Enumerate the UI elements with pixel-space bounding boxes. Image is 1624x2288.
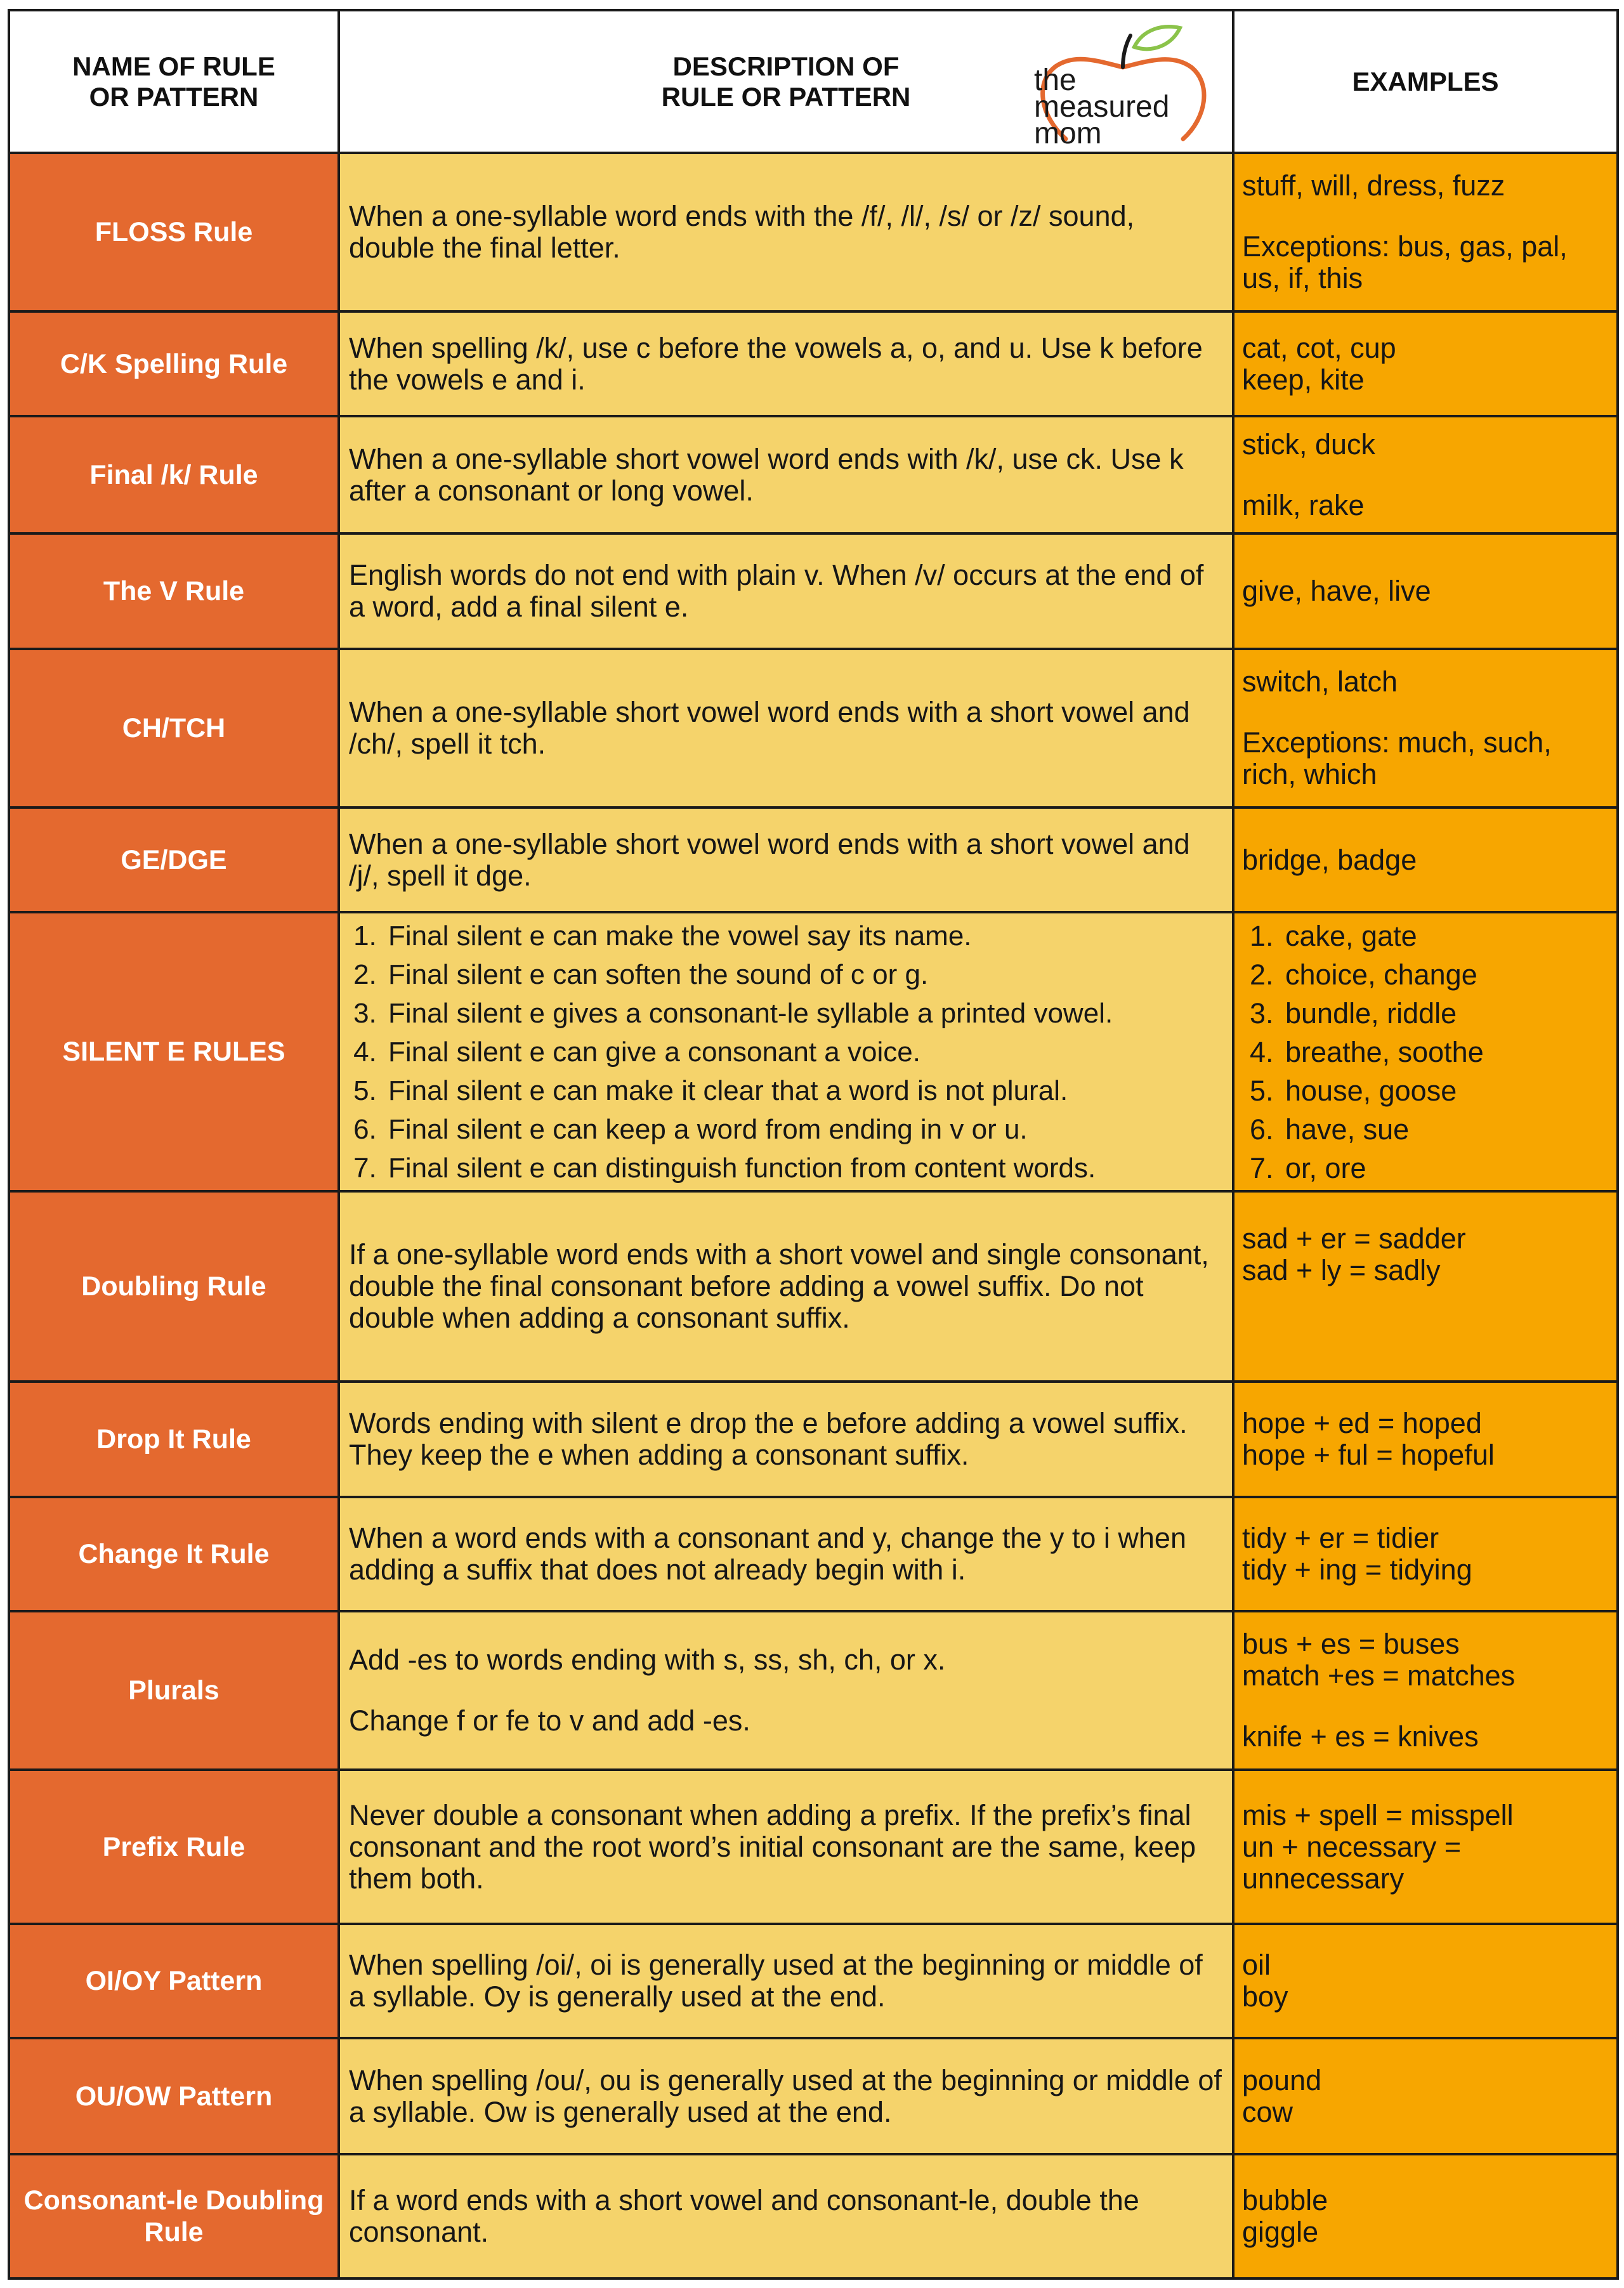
rule-name: OU/OW Pattern	[9, 2038, 339, 2154]
table-row	[9, 807, 1618, 912]
rules-chart	[8, 9, 1616, 2278]
rule-examples: oil boy	[1233, 1924, 1618, 2038]
rule-description: English words do not end with plain v. When /v/ occurs at the end of a word, add a final silent e.	[339, 533, 1233, 649]
table-row	[9, 649, 1618, 807]
table-row	[9, 416, 1618, 533]
rule-name: Final /k/ Rule	[9, 416, 339, 533]
rule-examples: sad + er = sadder sad + ly = sadly	[1233, 1191, 1618, 1382]
rule-examples: bus + es = buses match +es = matches knife + es = knives	[1233, 1611, 1618, 1770]
table-row	[9, 2154, 1618, 2278]
header-name-of-rule: NAME OF RULE OR PATTERN	[9, 10, 339, 153]
rule-description: If a one-syllable word ends with a short vowel and single consonant, double the final consonant before adding a vowel suffix. Do not double when adding a consonant suffix.	[339, 1191, 1233, 1382]
spelling-rules-table	[8, 9, 1619, 2280]
rule-description: Words ending with silent e drop the e before adding a vowel suffix. They keep the e when adding a consonant suffix.	[339, 1382, 1233, 1497]
rule-description: When a one-syllable short vowel word ends with /k/, use ck. Use k after a consonant or long vowel.	[339, 416, 1233, 533]
list-item: 1. cake, gate	[1281, 917, 1609, 955]
rule-description: Never double a consonant when adding a prefix. If the prefix’s final consonant and the root word’s initial consonant are the same, keep them both.	[339, 1770, 1233, 1924]
rule-name: OI/OY Pattern	[9, 1924, 339, 2038]
list-item: 2. Final silent e can soften the sound of c or g.	[384, 955, 1223, 994]
rule-name: Doubling Rule	[9, 1191, 339, 1382]
table-row	[9, 1382, 1618, 1497]
table-row	[9, 1191, 1618, 1382]
rule-description: When spelling /oi/, oi is generally used at the beginning or middle of a syllable. Oy is generally used at the end.	[339, 1924, 1233, 2038]
rule-description: When spelling /k/, use c before the vowels a, o, and u. Use k before the vowels e and i.	[339, 311, 1233, 416]
header-description: DESCRIPTION OF RULE OR PATTERN the measured mom	[339, 10, 1233, 153]
list-item: 6. have, sue	[1281, 1110, 1609, 1149]
table-row	[9, 1611, 1618, 1770]
rule-name: Prefix Rule	[9, 1770, 339, 1924]
rule-name: Drop It Rule	[9, 1382, 339, 1497]
list-item: 6. Final silent e can keep a word from ending in v or u.	[384, 1110, 1223, 1149]
rule-examples: hope + ed = hoped hope + ful = hopeful	[1233, 1382, 1618, 1497]
table-row	[9, 153, 1618, 311]
rule-examples: switch, latch Exceptions: much, such, rich, which	[1233, 649, 1618, 807]
rule-name: Consonant-le Doubling Rule	[9, 2154, 339, 2278]
rule-examples: bubble giggle	[1233, 2154, 1618, 2278]
rule-description: Add -es to words ending with s, ss, sh, ch, or x. Change f or fe to v and add -es.	[339, 1611, 1233, 1770]
table-row	[9, 533, 1618, 649]
list-item: 3. Final silent e gives a consonant-le syllable a printed vowel.	[384, 994, 1223, 1033]
rule-examples: stuff, will, dress, fuzz Exceptions: bus, gas, pal, us, if, this	[1233, 153, 1618, 311]
header-examples: EXAMPLES	[1233, 10, 1618, 153]
rule-examples	[1233, 912, 1618, 1191]
rule-description: If a word ends with a short vowel and consonant-le, double the consonant.	[339, 2154, 1233, 2278]
rule-description: When a one-syllable short vowel word ends with a short vowel and /ch/, spell it tch.	[339, 649, 1233, 807]
rule-name: The V Rule	[9, 533, 339, 649]
table-row	[9, 2038, 1618, 2154]
rule-examples: stick, duck milk, rake	[1233, 416, 1618, 533]
rule-name: FLOSS Rule	[9, 153, 339, 311]
rule-name: CH/TCH	[9, 649, 339, 807]
table-row	[9, 1924, 1618, 2038]
rule-examples: tidy + er = tidier tidy + ing = tidying	[1233, 1497, 1618, 1611]
list-item: 7. Final silent e can distinguish function from content words.	[384, 1149, 1223, 1187]
list-item: 4. Final silent e can give a consonant a voice.	[384, 1033, 1223, 1071]
header-row	[9, 10, 1618, 153]
rule-examples: give, have, live	[1233, 533, 1618, 649]
silent-e-rules-list	[349, 917, 1223, 1187]
table-row	[9, 311, 1618, 416]
rule-description: When a word ends with a consonant and y, change the y to i when adding a suffix that does not already begin with i.	[339, 1497, 1233, 1611]
rule-name: GE/DGE	[9, 807, 339, 912]
list-item: 7. or, ore	[1281, 1149, 1609, 1187]
rule-examples: bridge, badge	[1233, 807, 1618, 912]
table-row	[9, 1497, 1618, 1611]
rule-name: Change It Rule	[9, 1497, 339, 1611]
list-item: 1. Final silent e can make the vowel say its name.	[384, 917, 1223, 955]
rule-description: When spelling /ou/, ou is generally used at the beginning or middle of a syllable. Ow is generally used at the end.	[339, 2038, 1233, 2154]
rule-name: Plurals	[9, 1611, 339, 1770]
list-item: 2. choice, change	[1281, 955, 1609, 994]
the-measured-mom-logo: the measured mom	[1028, 22, 1218, 152]
rule-description: When a one-syllable word ends with the /f/, /l/, /s/ or /z/ sound, double the final letter.	[339, 153, 1233, 311]
rule-description: When a one-syllable short vowel word ends with a short vowel and /j/, spell it dge.	[339, 807, 1233, 912]
table-row	[9, 912, 1618, 1191]
list-item: 5. Final silent e can make it clear that a word is not plural.	[384, 1071, 1223, 1110]
silent-e-examples-list	[1242, 917, 1609, 1187]
rule-name: C/K Spelling Rule	[9, 311, 339, 416]
rule-examples: cat, cot, cup keep, kite	[1233, 311, 1618, 416]
rule-description	[339, 912, 1233, 1191]
rule-examples: pound cow	[1233, 2038, 1618, 2154]
list-item: 5. house, goose	[1281, 1071, 1609, 1110]
list-item: 3. bundle, riddle	[1281, 994, 1609, 1033]
rule-examples: mis + spell = misspell un + necessary = unnecessary	[1233, 1770, 1618, 1924]
rule-name: SILENT E RULES	[9, 912, 339, 1191]
list-item: 4. breathe, soothe	[1281, 1033, 1609, 1071]
table-row	[9, 1770, 1618, 1924]
